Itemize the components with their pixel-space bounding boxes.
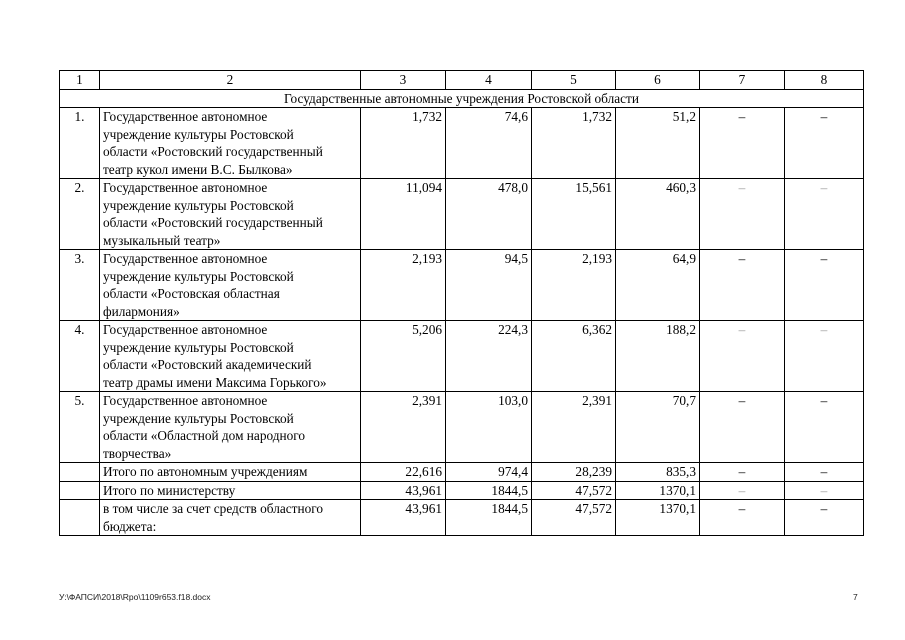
section-title: Государственные автономные учреждения Ростовской области [60,89,864,108]
institution-name [100,250,361,321]
total-label: Итого по министерству [100,481,361,500]
name-line: творчества» [103,445,172,461]
institution-name [100,179,361,250]
section-title-row [60,89,864,108]
row-number: 5. [60,392,100,463]
value-col6: 70,7 [616,392,700,463]
name-line: театр драмы имени Максима Горького» [103,374,327,390]
table-row [60,108,864,179]
row-number: 3. [60,250,100,321]
name-line: театр кукол имени В.С. Былкова» [103,161,293,177]
name-line: области «Ростовский государственный [103,215,323,230]
value-col6: 835,3 [616,463,700,482]
value-col5: 47,572 [532,500,616,536]
value-col5: 47,572 [532,481,616,500]
total-row [60,463,864,482]
table-row [60,250,864,321]
name-line: Государственное автономное [103,393,268,408]
value-col8: – [785,179,864,250]
value-col6: 51,2 [616,108,700,179]
value-col7: – [700,179,785,250]
empty-cell [60,500,100,536]
table-row [60,392,864,463]
value-col8: – [785,108,864,179]
header-cell: 1 [60,71,100,90]
name-line: области «Ростовская областная [103,286,280,301]
value-col6: 64,9 [616,250,700,321]
value-col7: – [700,500,785,536]
value-col6: 460,3 [616,179,700,250]
total-label [100,500,361,536]
value-col3: 5,206 [361,321,446,392]
value-col8: – [785,481,864,500]
total-row [60,500,864,536]
value-col3: 2,193 [361,250,446,321]
value-col7: – [700,481,785,500]
name-line: Государственное автономное [103,180,268,195]
value-col5: 6,362 [532,321,616,392]
value-col5: 2,391 [532,392,616,463]
name-line: учреждение культуры Ростовской [103,268,294,284]
value-col4: 103,0 [446,392,532,463]
institution-name [100,321,361,392]
budget-table [59,70,864,536]
value-col3: 22,616 [361,463,446,482]
header-cell: 4 [446,71,532,90]
label-line: бюджета: [103,518,157,534]
name-line: области «Ростовский академический [103,357,312,372]
footer-page-number: 7 [853,592,858,602]
table-header-row [60,71,864,90]
header-cell: 8 [785,71,864,90]
empty-cell [60,481,100,500]
name-line: учреждение культуры Ростовской [103,126,294,142]
value-col6: 1370,1 [616,481,700,500]
value-col8: – [785,463,864,482]
value-col7: – [700,463,785,482]
label-line: в том числе за счет средств областного [103,501,324,516]
value-col4: 974,4 [446,463,532,482]
name-line: Государственное автономное [103,322,268,337]
row-number: 4. [60,321,100,392]
header-cell: 7 [700,71,785,90]
value-col4: 1844,5 [446,481,532,500]
table-row [60,179,864,250]
table-row [60,321,864,392]
value-col3: 11,094 [361,179,446,250]
total-row [60,481,864,500]
value-col8: – [785,392,864,463]
value-col3: 43,961 [361,500,446,536]
value-col5: 28,239 [532,463,616,482]
row-number: 1. [60,108,100,179]
row-number: 2. [60,179,100,250]
value-col7: – [700,321,785,392]
value-col8: – [785,321,864,392]
name-line: учреждение культуры Ростовской [103,339,294,355]
institution-name [100,392,361,463]
name-line: Государственное автономное [103,109,268,124]
value-col6: 1370,1 [616,500,700,536]
name-line: области «Ростовский государственный [103,144,323,159]
value-col4: 74,6 [446,108,532,179]
empty-cell [60,463,100,482]
header-cell: 2 [100,71,361,90]
header-cell: 5 [532,71,616,90]
header-cell: 3 [361,71,446,90]
value-col8: – [785,500,864,536]
name-line: области «Областной дом народного [103,428,306,443]
value-col5: 1,732 [532,108,616,179]
value-col3: 1,732 [361,108,446,179]
institution-name [100,108,361,179]
total-label: Итого по автономным учреждениям [100,463,361,482]
value-col4: 224,3 [446,321,532,392]
value-col4: 94,5 [446,250,532,321]
value-col6: 188,2 [616,321,700,392]
value-col5: 15,561 [532,179,616,250]
value-col8: – [785,250,864,321]
name-line: учреждение культуры Ростовской [103,197,294,213]
header-cell: 6 [616,71,700,90]
name-line: филармония» [103,303,180,319]
value-col3: 43,961 [361,481,446,500]
value-col3: 2,391 [361,392,446,463]
footer-file-path: У:\ФАПСИ\2018\Rpo\1109r653.f18.docx [59,592,211,602]
value-col7: – [700,108,785,179]
name-line: учреждение культуры Ростовской [103,410,294,426]
value-col5: 2,193 [532,250,616,321]
value-col7: – [700,392,785,463]
value-col4: 1844,5 [446,500,532,536]
name-line: музыкальный театр» [103,232,221,248]
value-col4: 478,0 [446,179,532,250]
value-col7: – [700,250,785,321]
name-line: Государственное автономное [103,251,268,266]
